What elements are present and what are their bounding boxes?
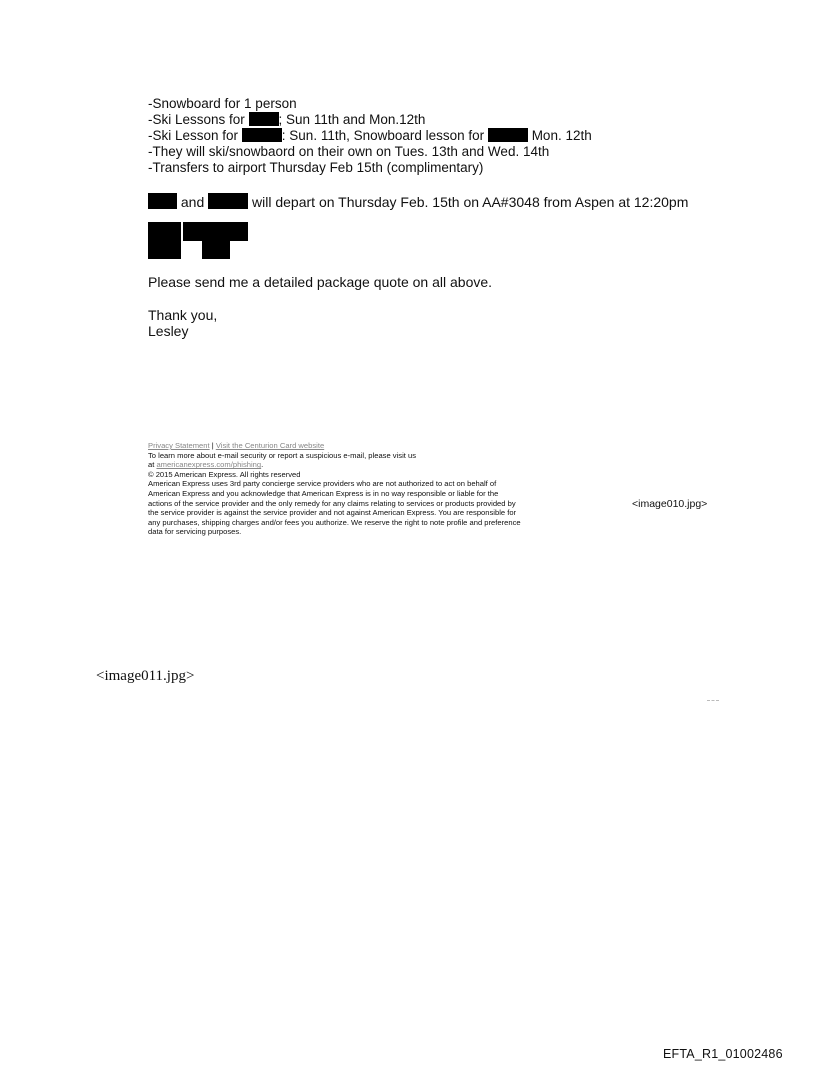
redaction-box: [148, 222, 181, 241]
redaction-box: [148, 193, 177, 209]
disclaimer: American Express uses 3rd party concierge service providers who are not authorized to act on behalf of American Express and you acknowledge that American Express is in no way responsible or liable for the actions of the service provider and the only remedy for any claims relating to services or products provided by the service provider is against the service provider and not against American Express. You are responsible for any purchases, shipping charges and/or fees you authorize. We reserve the right to note profile and preference data for servicing purposes.: [148, 479, 521, 537]
line-departure: and will depart on Thursday Feb. 15th on AA#3048 from Aspen at 12:20pm: [148, 193, 688, 210]
phishing-line: at americanexpress.com/phishing.: [148, 460, 264, 470]
email-footer: Privacy Statement | Visit the Centurion Card website To learn more about e-mail security or report a suspicious e-mail, please visit us at americanexpress.com/phishing. © 2015 American Express. All rights reserved American Express uses 3rd party concierge service providers who are not authorized to act on behalf of American Express and you acknowledge that American Express is in no way responsible or liable for the actions of the service provider and the only remedy for any claims relating to services or products provided by the service provider is against the service provider and not against American Express. You are responsible for any purchases, shipping charges and/or fees you authorize. We reserve the right to note profile and preference data for servicing purposes.: [148, 441, 628, 537]
image-placeholder-011: <image011.jpg>: [96, 668, 195, 684]
document-id: EFTA_R1_01002486: [663, 1047, 783, 1061]
divider: [707, 700, 719, 701]
redaction-box: [249, 112, 279, 126]
image-placeholder-010: <image010.jpg>: [632, 498, 708, 510]
phishing-link[interactable]: americanexpress.com/phishing: [156, 460, 262, 470]
redaction-box: [202, 241, 230, 259]
redaction-box: [208, 193, 248, 209]
redaction-box: [148, 241, 181, 259]
signoff: Thank you, Lesley: [148, 307, 218, 339]
centurion-link[interactable]: Visit the Centurion Card website: [215, 441, 325, 450]
privacy-statement-link[interactable]: Privacy Statement: [148, 441, 210, 450]
line-transfers: -Transfers to airport Thursday Feb 15th (complimentary): [148, 160, 484, 175]
footer-links: Privacy Statement | Visit the Centurion Card website: [148, 441, 325, 450]
redaction-box: [183, 222, 248, 241]
line-own-days: -They will ski/snowbaord on their own on Tues. 13th and Wed. 14th: [148, 144, 550, 159]
line-request: Please send me a detailed package quote on all above.: [148, 274, 493, 290]
redaction-box: [242, 128, 282, 142]
line-ski-lesson: -Ski Lesson for : Sun. 11th, Snowboard lesson for Mon. 12th: [148, 128, 592, 143]
line-ski-lessons: -Ski Lessons for ; Sun 11th and Mon.12th: [148, 112, 426, 127]
line-snowboard: -Snowboard for 1 person: [148, 96, 297, 111]
redaction-box: [488, 128, 528, 142]
